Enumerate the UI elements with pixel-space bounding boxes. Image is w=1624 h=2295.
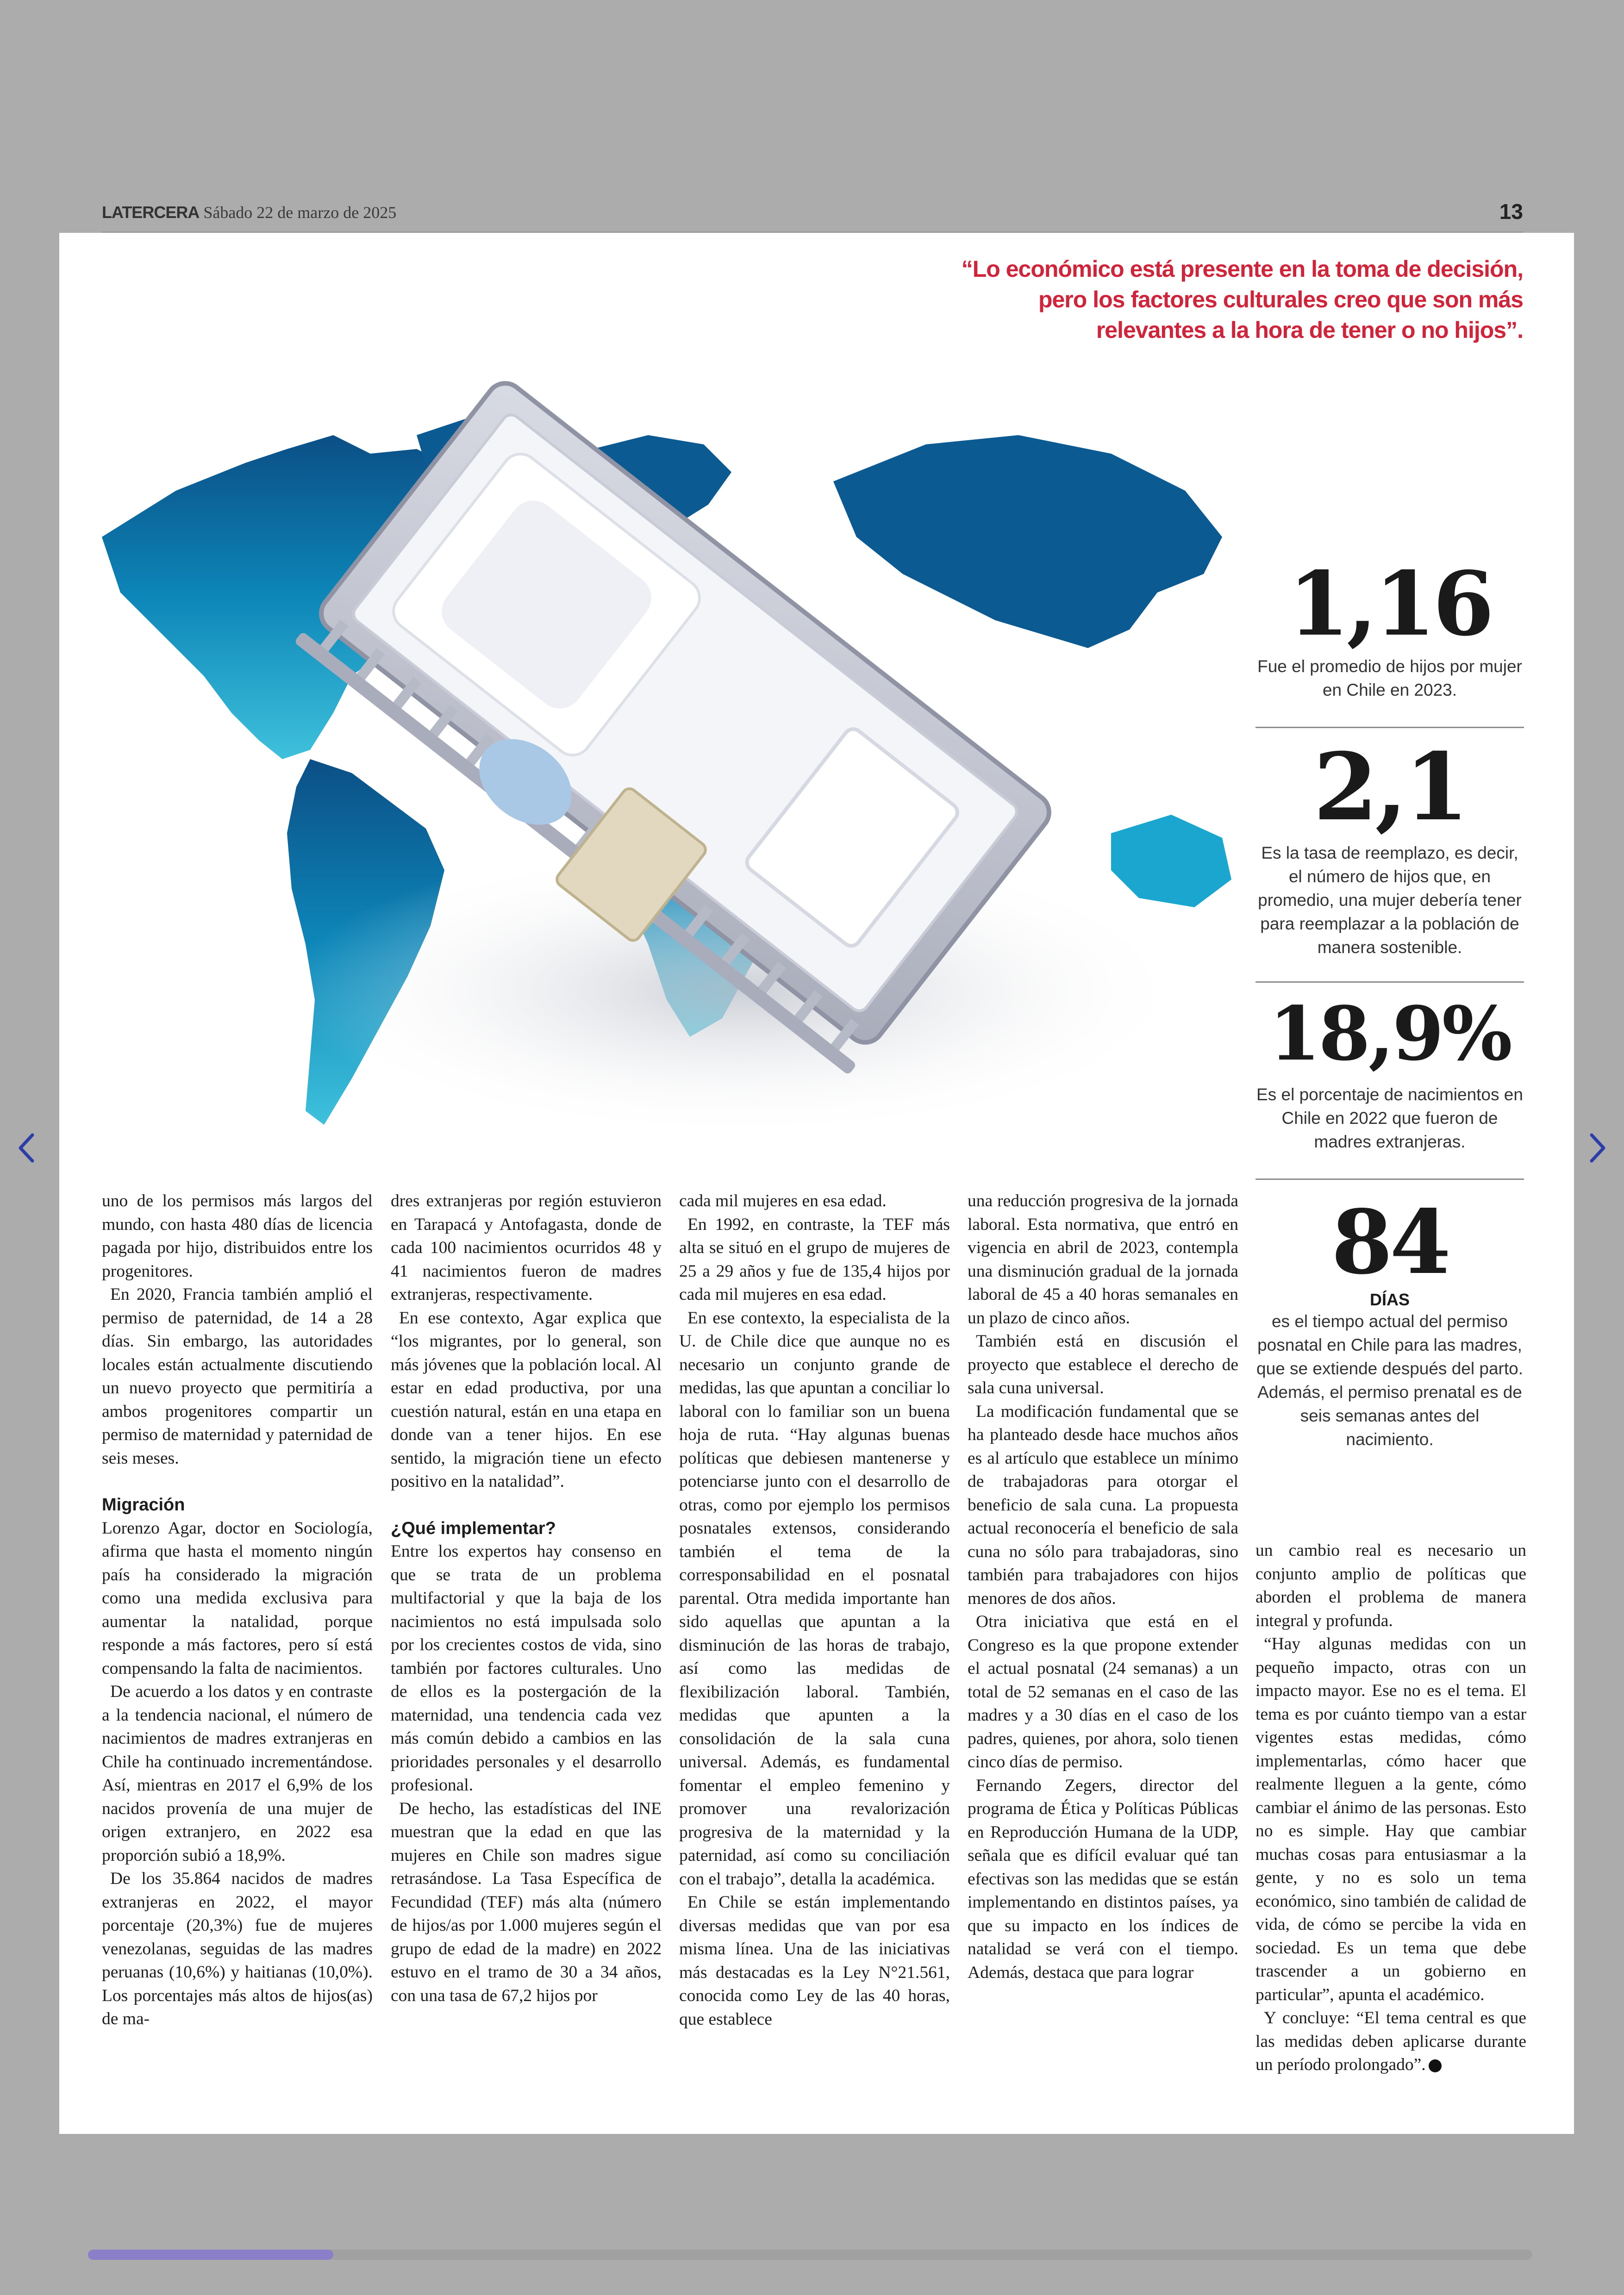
stat-block <box>1255 552 1524 727</box>
paragraph: cada mil mujeres en esa edad. <box>679 1191 887 1210</box>
paragraph: Otra iniciativa que está en el Congreso es la que propone extender el actual posnatal (24 semanas) a un total de 52 semanas en el caso de las madres y a 30 días en el caso de los padres, quienes, por ahora, solo tienen cinco días de permiso. <box>968 1612 1238 1771</box>
page-number: 13 <box>1499 200 1523 224</box>
pull-quote: “Lo económico está presente en la toma de decisión, pero los factores culturales creo que son más relevantes a la hora de tener o no hijos”. <box>961 256 1523 343</box>
chevron-right-icon[interactable] <box>1581 1129 1614 1166</box>
paragraph: una reducción progresiva de la jornada laboral. Esta normativa, que entró en vigencia en abril de 2023, contempla una disminución gradual de la jornada laboral de 45 a 40 horas semanales en un plazo de cinco años. <box>968 1191 1238 1328</box>
stat-description: Es la tasa de reemplazo, es decir, el número de hijos que, en promedio, una mujer debería tener para reemplazar a la población de manera sostenible. <box>1258 843 1522 957</box>
paragraph: De los 35.864 nacidos de madres extranjeras en 2022, el mayor porcentaje (20,3%) fue de mujeres venezolanas, seguidas de las madres peruanas (10,6%) y haitianas (10,0%). Los porcentajes más altos de hijos(as) de ma- <box>102 1869 373 2028</box>
paragraph: En ese contexto, Agar explica que “los migrantes, por lo general, son más jóvenes que la población local. Al estar en edad productiva, por una cuestión natural, están en una etapa en donde van a tener hijos. En ese sentido, la migración tiene un efecto positivo en la natalidad”. <box>391 1308 662 1491</box>
stat-value: 84 <box>1331 1191 1449 1294</box>
stat-description: Fue el promedio de hijos por mujer en Chile en 2023. <box>1257 657 1522 699</box>
paragraph: Fernando Zegers, director del programa de Ética y Políticas Públicas en Reproducción Humana de la UDP, señala que es difícil evaluar qué tan efectivas son las medidas que se están implementando en distintos países, ya que su impacto en los índices de natalidad se verá con el tiempo. Además, destaca que para lograr <box>968 1776 1238 1982</box>
stat-value: 1,16 <box>1288 552 1492 655</box>
stat-block <box>1255 728 1524 981</box>
paragraph: En ese contexto, la especialista de la U. de Chile dice que aunque no es necesario un conjunto grande de medidas, las que apuntan a conciliar lo laboral con lo familiar son un buena hoja de ruta. “Hay algunas buenas políticas que debiesen mantenerse y potenciarse junto con el desarrollo de otras, como por ejemplo los permisos posnatales extensos, considerando también el tema de la corresponsabilidad en el posnatal parental. Otra medida importante han sido aquellas que apuntan a la disminución de las horas de trabajo, así como las medidas de flexibilización laboral. También, medidas que apunten a la consolidación de la sala cuna universal. Además, es fundamental fomentar el empleo femenino y promover una revalorización progresiva de la maternidad y la paternidad, así como su conciliación con el trabajo”, detalla la académica. <box>679 1308 950 1889</box>
issue-date: Sábado 22 de marzo de 2025 <box>203 203 397 222</box>
chevron-left-icon[interactable] <box>10 1129 43 1166</box>
paragraph: uno de los permisos más largos del mundo, con hasta 480 días de licencia pagada por hijo, distribuidos entre los progenitores. <box>102 1191 373 1281</box>
australia-shape <box>1111 815 1231 907</box>
article-column-2 <box>391 1190 662 2008</box>
stat-block <box>1255 1180 1524 1451</box>
stat-value: 18,9% <box>1269 990 1511 1077</box>
scrollbar-thumb[interactable] <box>88 2250 333 2260</box>
asia-shape <box>833 435 1222 648</box>
stat-description: Es el porcentaje de nacimientos en Chile en 2022 que fueron de madres extranjeras. <box>1256 1085 1523 1151</box>
stat-block <box>1255 983 1524 1179</box>
article-column-5 <box>1255 1539 1526 2077</box>
article-column-3 <box>679 1190 950 2031</box>
stats-sidebar <box>1255 552 1524 1451</box>
paragraph: dres extranjeras por región estuvieron en Tarapacá y Antofagasta, donde de cada 100 nacimientos ocurridos 48 y 41 nacimientos fueron de madres extranjeras, respectivamente. <box>391 1191 662 1304</box>
paragraph: De acuerdo a los datos y en contraste a la tendencia nacional, el número de nacimientos de madres extranjeras en Chile ha continuado incrementándose. Así, mientras en 2017 el 6,9% de los nacidos provenía de una mujer de origen extranjero, en 2022 esa proporción subió a 18,9%. <box>102 1682 373 1865</box>
paragraph: Entre los expertos hay consenso en que se trata de un problema multifactorial y que la baja de los nacimientos no está impulsada solo por los crecientes costos de vida, sino también por factores culturales. Uno de ellos es la postergación de la maternidad, una tendencia cada vez más común debido a cambios en las prioridades personales y el desarrollo profesional. <box>391 1542 662 1795</box>
stat-value: 2,1 <box>1313 733 1466 842</box>
article-column-1 <box>102 1190 373 2031</box>
section-heading: Migración <box>102 1495 185 1515</box>
paragraph: En 2020, Francia también amplió el permiso de paternidad, de 14 a 28 días. Sin embargo, las autoridades locales están actualmente discutiendo un nuevo proyecto que permitiría a ambos progenitores compartir un permiso de maternidad y paternidad de seis meses. <box>102 1285 373 1468</box>
paragraph: Lorenzo Agar, doctor en Sociología, afirma que hasta el momento ningún país ha considerado la migración como una medida exclusiva para aumentar la natalidad, porque responde a más factores, pero sí está compensando la falta de nacimientos. <box>102 1518 373 1678</box>
section-heading: ¿Qué implementar? <box>391 1518 556 1538</box>
article-column-4 <box>968 1190 1238 1984</box>
masthead-rule <box>102 231 1523 233</box>
paragraph: De hecho, las estadísticas del INE muestran que la edad en que las mujeres en Chile son madres sigue retrasándose. La Tasa Específica de Fecundidad (TEF) más alta (número de hijos/as por 1.000 mujeres según el grupo de edad de la madre) en 2022 estuvo en el tramo de 30 a 34 años, con una tasa de 67,2 hijos por <box>391 1799 662 2005</box>
paragraph: Y concluye: “El tema central es que las medidas deben aplicarse durante un período prolongado”. <box>1255 2008 1526 2074</box>
paragraph: “Hay algunas medidas con un pequeño impacto, otras con un impacto mayor. Ese no es el tema. El tema es por cuánto tiempo van a estar vigentes estas medidas, cómo implementarlas, cómo hacer que realmente lleguen a la gente, cómo cambiar el ánimo de las personas. Esto no es simple. Hay que cambiar muchas cosas para entusiasmar a la gente, y no es solo un tema económico, sino también de calidad de vida, de cómo se percibe la vida en sociedad. Es un tema que debe trascender a un gobierno en particular”, apunta el académico. <box>1255 1634 1526 2004</box>
paragraph: También está en discusión el proyecto que establece el derecho de sala cuna universal. <box>968 1332 1238 1397</box>
stat-unit: DÍAS <box>1369 1290 1410 1309</box>
horizontal-scrollbar[interactable] <box>88 2250 1532 2260</box>
brand-name: LATERCERA <box>102 203 200 222</box>
paragraph: un cambio real es necesario un conjunto amplio de políticas que aborden el problema de manera integral y profunda. <box>1255 1541 1526 1630</box>
stat-description: es el tiempo actual del permiso posnatal en Chile para las madres, que se extiende después del parto. Además, el permiso prenatal es de seis semanas antes del nacimiento. <box>1256 1312 1523 1449</box>
paragraph: En Chile se están implementando diversas medidas que van por esa misma línea. Una de las iniciativas más destacadas es la Ley N°21.561, conocida como Ley de las 40 horas, que establece <box>679 1893 950 2029</box>
end-mark-icon <box>1429 2059 1442 2072</box>
paragraph: En 1992, en contraste, la TEF más alta se situó en el grupo de mujeres de 25 a 29 años y fue de 135,4 hijos por cada mil mujeres en esa edad. <box>679 1215 950 1304</box>
world-map-crib-illustration-icon <box>93 296 1278 1180</box>
masthead <box>102 199 1523 232</box>
paragraph: La modificación fundamental que se ha planteado desde hace muchos años es al artículo que establece un mínimo de trabajadoras para otorgar el beneficio de sala cuna. La propuesta actual reconocería el beneficio de sala cuna no sólo para trabajadoras, sino también para trabajadores con hijos menores de dos años. <box>968 1402 1238 1608</box>
